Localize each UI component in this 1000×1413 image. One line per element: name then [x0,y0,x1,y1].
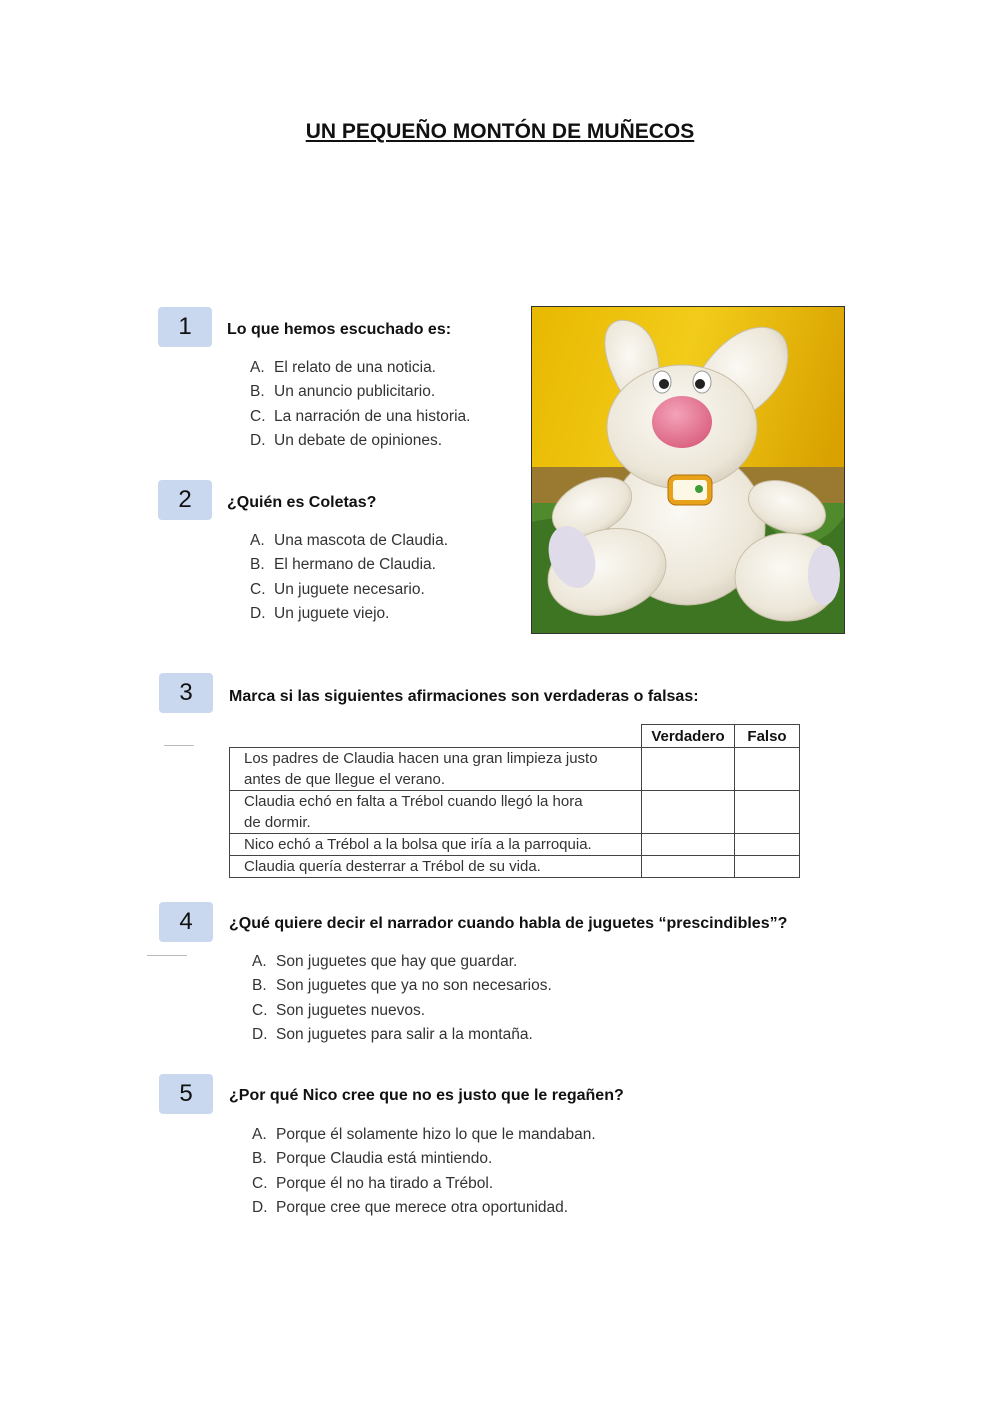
option-1c[interactable]: C. La narración de una historia. [250,407,471,425]
option-2d[interactable]: D. Un juguete viejo. [250,604,390,622]
header-verdadero: Verdadero [642,725,735,748]
question-number-4: 4 [159,902,213,942]
table-row [230,748,800,791]
statement-4: Claudia quería desterrar a Trébol de su vida. [230,856,642,878]
option-5b[interactable]: B. Porque Claudia está mintiendo. [252,1150,493,1168]
falso-cell-1[interactable] [735,748,800,791]
option-2a[interactable]: A. Una mascota de Claudia. [250,532,449,549]
option-1b[interactable]: B. Un anuncio publicitario. [250,383,436,401]
decorative-line [164,745,194,746]
statement-1: Los padres de Claudia hacen una gran limpieza justo antes de que llegue el verano. [230,748,642,791]
verdadero-cell-4[interactable] [642,856,735,878]
question-text-2: ¿Quién es Coletas? [227,494,377,511]
question-number-1: 1 [158,307,212,347]
option-5c[interactable]: C. Porque él no ha tirado a Trébol. [252,1174,494,1192]
decorative-line [147,955,187,956]
table-row [230,856,800,878]
table-row [230,834,800,856]
option-1a[interactable]: A. El relato de una noticia. [250,359,436,376]
verdadero-cell-3[interactable] [642,834,735,856]
option-5a[interactable]: A. Porque él solamente hizo lo que le mandaban. [252,1126,596,1143]
option-4c[interactable]: C. Son juguetes nuevos. [252,1001,426,1019]
statement-2: Claudia echó en falta a Trébol cuando llegó la hora de dormir. [230,791,642,834]
falso-cell-2[interactable] [735,791,800,834]
falso-cell-3[interactable] [735,834,800,856]
verdadero-cell-2[interactable] [642,791,735,834]
option-1d[interactable]: D. Un debate de opiniones. [250,431,443,449]
question-text-4: ¿Qué quiere decir el narrador cuando habla de juguetes “prescindibles”? [229,915,788,932]
true-false-table [229,724,800,878]
option-4a[interactable]: A. Son juguetes que hay que guardar. [252,953,518,970]
question-1-options [250,356,470,453]
question-number-5: 5 [159,1074,213,1114]
option-2b[interactable]: B. El hermano de Claudia. [250,556,436,574]
plush-bunny-image [531,306,845,634]
falso-cell-4[interactable] [735,856,800,878]
option-4d[interactable]: D. Son juguetes para salir a la montaña. [252,1025,533,1043]
table-header-blank [230,725,642,748]
table-row [230,791,800,834]
question-text-5: ¿Por qué Nico cree que no es justo que le regañen? [229,1087,624,1104]
option-2c[interactable]: C. Un juguete necesario. [250,580,425,598]
question-number-2: 2 [158,480,212,520]
question-4-options [252,950,552,1047]
option-4b[interactable]: B. Son juguetes que ya no son necesarios. [252,977,552,995]
page-title: UN PEQUEÑO MONTÓN DE MUÑECOS [305,120,695,143]
header-falso: Falso [735,725,800,748]
question-2-options [250,529,448,626]
question-text-3: Marca si las siguientes afirmaciones son verdaderas o falsas: [229,688,699,705]
question-text-1: Lo que hemos escuchado es: [227,321,452,338]
question-number-3: 3 [159,673,213,713]
statement-3: Nico echó a Trébol a la bolsa que iría a la parroquia. [230,834,642,856]
option-5d[interactable]: D. Porque cree que merece otra oportunidad. [252,1198,569,1216]
verdadero-cell-1[interactable] [642,748,735,791]
question-5-options [252,1123,596,1220]
